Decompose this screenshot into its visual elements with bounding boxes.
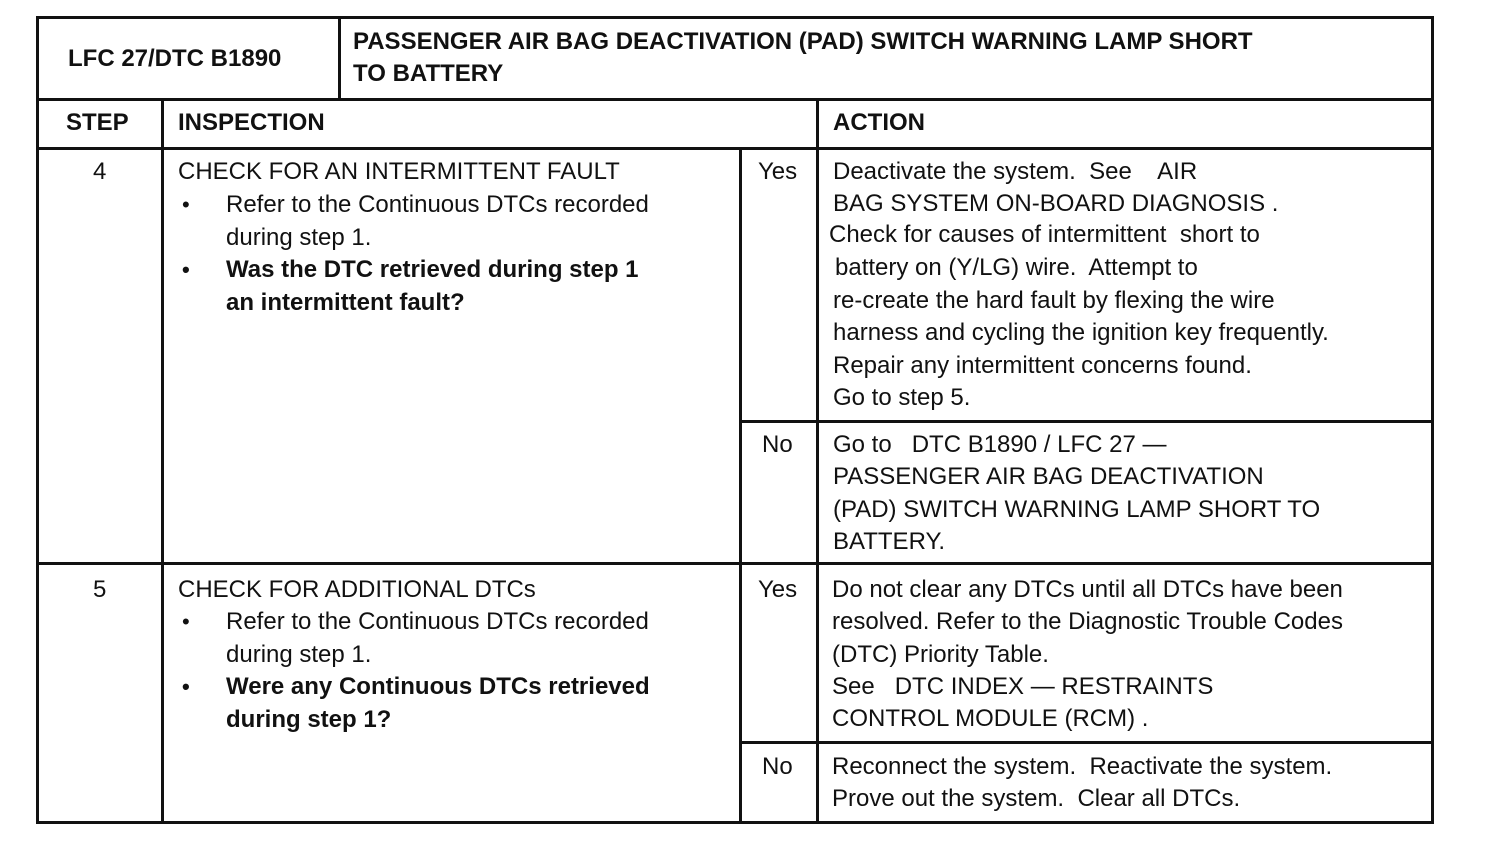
step-5-yes-action-5: CONTROL MODULE (RCM) . — [832, 705, 1149, 732]
step-5-no-action-1: Reconnect the system. Reactivate the system. — [832, 753, 1333, 780]
rule-step5-yes-no — [741, 741, 1434, 744]
step-4-bullet-1: • Refer to the Continuous DTCs recorded during step 1. — [178, 189, 649, 254]
step-4-yes-action-3: Check for causes of intermittent short to — [829, 221, 1260, 248]
step-4-yes-action-6: harness and cycling the ignition key frequently. — [833, 319, 1329, 346]
step-4-yes-action-1: Deactivate the system. See AIR — [833, 158, 1198, 185]
border-top — [36, 16, 1434, 19]
step-4-yes-action-8: Go to step 5. — [833, 384, 971, 411]
step-5-bullets — [178, 606, 650, 736]
step-4-bullets — [178, 189, 649, 319]
border-bottom — [36, 821, 1434, 824]
rule-yesno-col — [739, 147, 742, 824]
step-4-yes-action-2: BAG SYSTEM ON-BOARD DIAGNOSIS . — [833, 190, 1279, 217]
step-4-yes-action-4: battery on (Y/LG) wire. Attempt to — [835, 254, 1198, 281]
step-5-no-label: No — [762, 753, 793, 780]
dtc-title-line-2: TO BATTERY — [353, 60, 504, 87]
rule-header-split — [338, 16, 341, 100]
dtc-title-line-1: PASSENGER AIR BAG DEACTIVATION (PAD) SWITCH WARNING LAMP SHORT — [353, 28, 1253, 55]
rule-step4-yes-no — [741, 420, 1434, 423]
step-5-no-action-2: Prove out the system. Clear all DTCs. — [832, 785, 1241, 812]
step-4-yes-action-5: re-create the hard fault by flexing the wire — [833, 287, 1275, 314]
border-left — [36, 16, 39, 824]
step-4-no-action-3: (PAD) SWITCH WARNING LAMP SHORT TO — [833, 496, 1321, 523]
dtc-table — [36, 16, 1434, 824]
step-4-no-action-2: PASSENGER AIR BAG DEACTIVATION — [833, 463, 1264, 490]
rule-step4-step5 — [36, 562, 1434, 565]
step-4-yes-label: Yes — [758, 158, 798, 185]
rule-step-col — [161, 98, 164, 824]
step-4-no-label: No — [762, 431, 793, 458]
rule-columns — [36, 147, 1434, 150]
step-5-yes-label: Yes — [758, 576, 798, 603]
step-5-yes-action-4: See DTC INDEX — RESTRAINTS — [832, 673, 1214, 700]
step-5-check: CHECK FOR ADDITIONAL DTCs — [178, 576, 536, 603]
step-4-bullet-2: • Was the DTC retrieved during step 1 an intermittent fault? — [178, 254, 649, 319]
step-5-yes-action-1: Do not clear any DTCs until all DTCs have been — [832, 576, 1343, 603]
step-5-yes-action-3: (DTC) Priority Table. — [832, 641, 1049, 668]
column-inspection: INSPECTION — [178, 109, 325, 136]
column-step: STEP — [66, 109, 129, 136]
step-5-bullet-2: • Were any Continuous DTCs retrieved during step 1? — [178, 671, 650, 736]
step-4-number: 4 — [93, 158, 107, 185]
rule-header — [36, 98, 1434, 101]
step-5-bullet-1: • Refer to the Continuous DTCs recorded during step 1. — [178, 606, 650, 671]
dtc-code: LFC 27/DTC B1890 — [68, 45, 282, 72]
rule-action-col — [816, 98, 819, 824]
step-5-number: 5 — [93, 576, 107, 603]
step-4-check: CHECK FOR AN INTERMITTENT FAULT — [178, 158, 620, 185]
step-4-no-action-1: Go to DTC B1890 / LFC 27 — — [833, 431, 1167, 458]
column-action: ACTION — [833, 109, 925, 136]
step-5-yes-action-2: resolved. Refer to the Diagnostic Trouble Codes — [832, 608, 1343, 635]
step-4-yes-action-7: Repair any intermittent concerns found. — [833, 352, 1252, 379]
step-4-no-action-4: BATTERY. — [833, 528, 946, 555]
